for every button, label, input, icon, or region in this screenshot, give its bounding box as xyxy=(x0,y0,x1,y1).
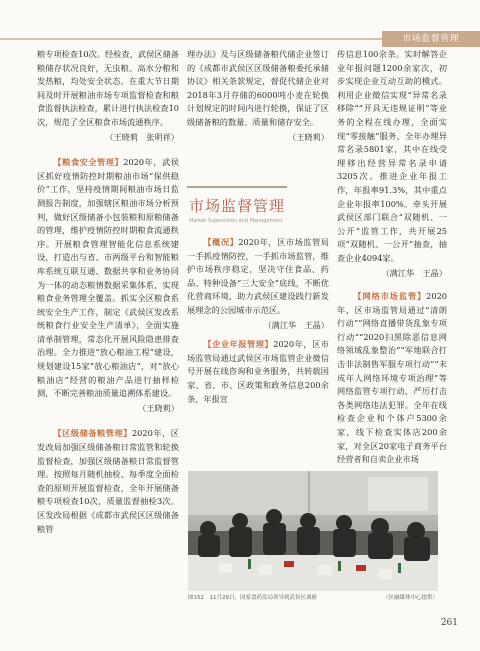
column-1 xyxy=(37,48,179,536)
column-2-lower xyxy=(187,236,329,406)
banner-subtitle: Market Supervision and Management xyxy=(189,218,283,224)
section-banner xyxy=(187,186,287,232)
section-text: 2020年，区市场监管局一手抓疫情防控，一手抓市场监管，维护市场秩序稳定，坚决守住食品、药品、特种设备“三大安全”底线，不断优化营商环境，助力武侯区建设践行新发展理念的公园城市示范区。 xyxy=(187,237,329,315)
paragraph xyxy=(337,290,447,467)
section-text: 2020年，区市场监管局通过“清朗行动”“网络直播带货乱象专项行动”“2020扫黑除恶信息网络领域乱象整治”“军地联合打击非法制售军服专项行动”“未成年人网络环境专项治理”等网络监管专项行动，严厉打击各类网络违法犯罪。全年在线检查企业和个体户5300余家，线下检查实体店200余家，对全区20家电子商务平台经营者和自卖企业市场 xyxy=(337,291,447,465)
paragraph xyxy=(187,236,329,318)
paragraph xyxy=(187,338,329,406)
caption-credit: （区融媒体中心提供） xyxy=(382,595,438,601)
paragraph: 粮专项检查10次。经检查，武侯区储备粮储存状况良好，无虫粮、高水分粮和发热粮，均处安全状态。在重大节日期间及时开展粮油市场专项监督检查和粮食监督执法检查，累计进行执法检查10次，规范了全区粮食市场流通秩序。 xyxy=(37,49,179,127)
section-text: 2020年，武侯区抓好疫情防控时期粮油市场“保供稳价”工作，坚持疫情期间粮油市场日监测报告制度，加强辖区粮油市场分析预判，做好区级储备小包装粮和原粮储备的管理，维护疫情防控时期粮食流通秩序。开展粮食管理智能化信息系统建设，打造出与省、市两级平台和智能粮库系统互联互通、数据共享和业务协同为一体的动态粮情数据采集体系，实现粮食业务管理全覆盖。抓实全区粮食系统安全生产工作，制定《武侯区发改系统粮食行业安全生产清单》，全面实施清单制管理，常态化开展风险隐患排查治理。全力推进“放心粮油工程”建设，规划建设15家“放心粮油店”，对“放心粮油店”经营的粮油产品进行抽样检测，不断完善粮油质量追溯体系建设。 xyxy=(37,157,179,399)
section-title: 【企业年报管理】 xyxy=(203,339,274,350)
section-title: 【区级储备粮管理】 xyxy=(53,428,132,439)
section-text: 2020年，区发改局加强区级储备粮日常监管和轮换监督检查，加强区级储备粮日常监督管理。按照每月随机抽检、每季度全面检查的原则开展监督检查，全年开展储备粮专项检查10次，质量监督抽检3次。区发改局根据《成都市武侯区区级储备粮管 xyxy=(37,428,179,534)
author-sign: （满江华 王晶） xyxy=(381,267,447,278)
caption-text: 图152 11月29日，国家食药监局领导到武侯区调研 xyxy=(188,595,317,601)
photo-caption xyxy=(188,593,438,601)
banner-title: 市场监督管理 xyxy=(189,197,286,215)
column-3 xyxy=(337,48,447,467)
section-text: 2020年，区市场监管局通过武侯区市场监管企业微信号开展在线咨询和业务服务，共转载国家、省、市、区政策和政务信息200余条，年报宣 xyxy=(187,339,329,404)
page-header xyxy=(0,0,480,52)
meeting-photo xyxy=(188,471,438,591)
section-title: 【网络市场监管】 xyxy=(353,291,427,302)
section-title: 【概况】 xyxy=(203,237,239,247)
paragraph xyxy=(37,156,179,401)
paragraph xyxy=(37,427,179,536)
author-sign: （满江华 王晶） xyxy=(263,319,329,330)
paragraph: 理办法》及与区级储备粮代储企业签订的《成都市武侯区区级储备粮委托承储协议》相关条款规定，督促代储企业对2018年3月存储的6000吨小麦在轮换计划规定的时间内进行轮换，保证了区级储备粮的数量、质量和储存安全。 xyxy=(187,49,329,127)
section-title: 【粮食安全管理】 xyxy=(53,157,124,168)
author-sign: （王晓莉） xyxy=(138,402,179,413)
author-sign: （王晓莉 张明祥） xyxy=(105,131,179,142)
section-tag: 市场监督管理 xyxy=(382,31,480,47)
meeting-photo-illustration xyxy=(188,471,438,591)
page-number: 261 xyxy=(440,618,458,628)
header-rule xyxy=(0,38,382,40)
column-2 xyxy=(187,48,329,144)
paragraph: 传信息100余条。实时解答企业年报问题1200余家次，初步实现企业互动互助的模式。利用企业微信实现“异常名录移除”“开具无违规证明”等业务的全程在线办理，全面实现“零接触”服务，全年办理异常名录5801家，其中在线受理移出经营异常名录申请3205次。推进企业年报工作，年报率91.3%，其中重点企业年报率100%。牵头开展武侯区部门联合“双随机、一公开”监管工作，共开展25项“双随机、一公开”抽查，抽查企业4094家。 xyxy=(337,49,447,263)
author-sign: （王晓莉） xyxy=(288,131,329,142)
